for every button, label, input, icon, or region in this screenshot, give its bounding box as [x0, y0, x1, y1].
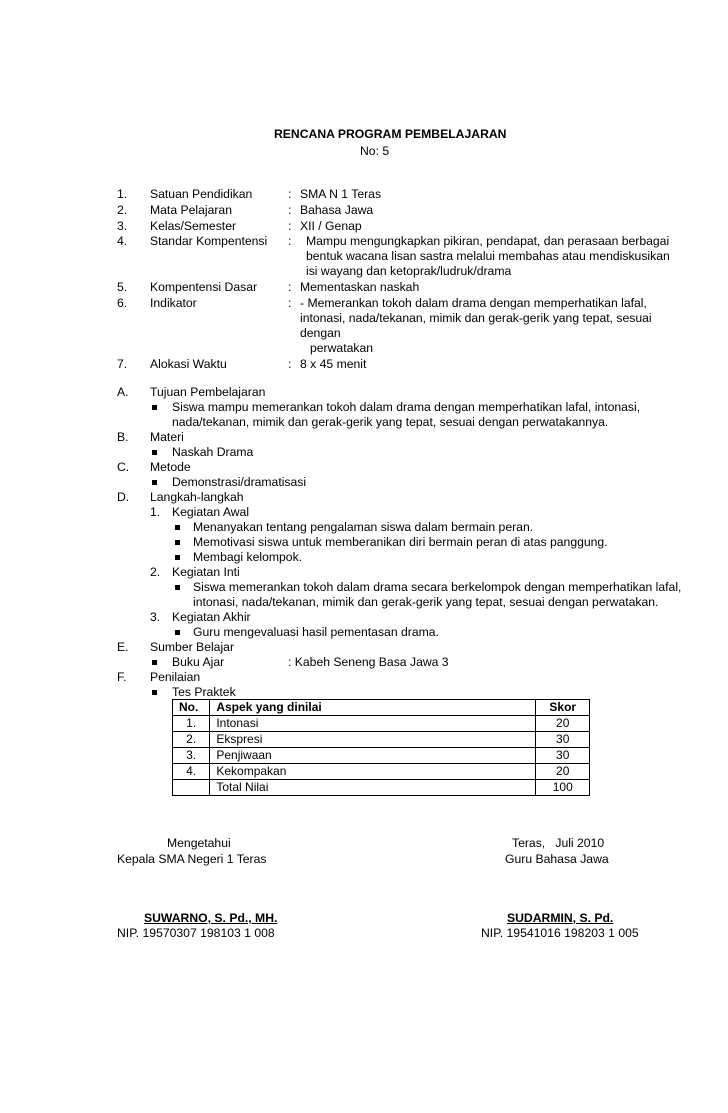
cell-aspek: Ekspresi	[210, 732, 536, 748]
identity-colon: :	[288, 234, 292, 248]
identity-colon: :	[288, 296, 292, 310]
sign-right-line1: Teras, Juli 2010	[512, 836, 605, 850]
section-letter: E.	[117, 640, 129, 654]
cell-no: 2.	[173, 732, 210, 748]
cell-aspek: Penjiwaan	[210, 748, 536, 764]
subsection-title: Kegiatan Awal	[172, 505, 250, 519]
subsection-num: 3.	[150, 610, 161, 624]
identity-num: 4.	[117, 234, 128, 248]
section-title: Penilaian	[150, 670, 201, 684]
identity-num: 5.	[117, 280, 128, 294]
table-row	[173, 764, 590, 780]
cell-no: 4.	[173, 764, 210, 780]
identity-label: Standar Kompentensi	[150, 234, 268, 248]
sign-left-line1: Mengetahui	[167, 836, 231, 850]
identity-value: - Memerankan tokoh dalam drama dengan memperhatikan lafal,	[300, 296, 647, 310]
section-title: Metode	[150, 460, 191, 474]
section-title: Sumber Belajar	[150, 640, 234, 654]
identity-value: dengan	[300, 326, 341, 340]
bullet-icon	[152, 405, 157, 410]
document-number: No: 5	[360, 144, 390, 158]
cell-skor: 20	[536, 716, 590, 732]
bullet-icon	[152, 450, 157, 455]
section-item: Tes Praktek	[172, 685, 236, 699]
subsection-num: 1.	[150, 505, 161, 519]
bullet-icon	[152, 660, 157, 665]
section-title: Langkah-langkah	[150, 490, 244, 504]
cell-aspek: Intonasi	[210, 716, 536, 732]
cell-no: 1.	[173, 716, 210, 732]
table-total-row	[173, 780, 590, 796]
table-row	[173, 732, 590, 748]
subsection-text: intonasi, nada/tekanan, mimik dan gerak-gerik yang tepat, sesuai dengan perwatakan.	[193, 595, 659, 609]
identity-value: perwatakan	[310, 341, 374, 355]
identity-value: XII / Genap	[300, 219, 362, 233]
bullet-icon	[175, 585, 180, 590]
sign-left-line2: Kepala SMA Negeri 1 Teras	[117, 852, 267, 866]
section-letter: C.	[117, 460, 130, 474]
identity-label: Mata Pelajaran	[150, 203, 232, 217]
cell-no: 3.	[173, 748, 210, 764]
subsection-item: Membagi kelompok.	[193, 550, 303, 564]
bullet-icon	[152, 480, 157, 485]
bullet-icon	[152, 690, 157, 695]
table-header-row	[173, 700, 590, 716]
sign-left-nip: NIP. 19570307 198103 1 008	[117, 926, 275, 940]
subsection-item: Memotivasi siswa untuk memberanikan diri bermain peran di atas panggung.	[193, 535, 608, 549]
cell-skor: 20	[536, 764, 590, 780]
sign-right-line2: Guru Bahasa Jawa	[505, 852, 609, 866]
identity-colon: :	[288, 187, 292, 201]
bullet-icon	[175, 555, 180, 560]
bullet-icon	[175, 630, 180, 635]
identity-colon: :	[288, 219, 292, 233]
identity-label: Indikator	[150, 296, 197, 310]
identity-label: Alokasi Waktu	[150, 357, 227, 371]
cell-skor: 30	[536, 748, 590, 764]
identity-value: 8 x 45 menit	[300, 357, 367, 371]
section-letter: B.	[117, 430, 129, 444]
identity-value: Mampu mengungkapkan pikiran, pendapat, dan perasaan berbagai	[306, 234, 670, 248]
document-title: RENCANA PROGRAM PEMBELAJARAN	[274, 127, 507, 141]
identity-value: bentuk wacana lisan sastra melalui membahas atau mendiskusikan	[306, 249, 670, 263]
sign-right-name: SUDARMIN, S. Pd.	[507, 911, 614, 925]
identity-colon: :	[288, 357, 292, 371]
assessment-table	[172, 699, 590, 796]
subsection-title: Kegiatan Akhir	[172, 610, 251, 624]
identity-colon: :	[288, 203, 292, 217]
table-row	[173, 748, 590, 764]
identity-label: Kelas/Semester	[150, 219, 237, 233]
sign-left-name: SUWARNO, S. Pd., MH.	[144, 911, 278, 925]
section-letter: F.	[117, 670, 127, 684]
section-text: nada/tekanan, mimik dan gerak-gerik yang tepat, sesuai dengan perwatakannya.	[172, 415, 609, 429]
section-title: Tujuan Pembelajaran	[150, 385, 266, 399]
identity-num: 1.	[117, 187, 128, 201]
total-value: 100	[536, 780, 590, 796]
identity-num: 2.	[117, 203, 128, 217]
section-item: Demonstrasi/dramatisasi	[172, 475, 307, 489]
section-text: Siswa mampu memerankan tokoh dalam drama dengan memperhatikan lafal, intonasi,	[172, 400, 641, 414]
identity-value: isi wayang dan ketoprak/ludruk/drama	[306, 264, 512, 278]
subsection-num: 2.	[150, 565, 161, 579]
sign-right-nip: NIP. 19541016 198203 1 005	[481, 926, 639, 940]
identity-value: Mementaskan naskah	[300, 280, 420, 294]
header-aspek: Aspek yang dinilai	[210, 700, 536, 716]
bullet-icon	[175, 525, 180, 530]
total-label: Total Nilai	[210, 780, 536, 796]
section-letter: A.	[117, 385, 129, 399]
identity-value: SMA N 1 Teras	[300, 187, 382, 201]
subsection-item: Menanyakan tentang pengalaman siswa dalam bermain peran.	[193, 520, 534, 534]
section-title: Materi	[150, 430, 184, 444]
identity-num: 7.	[117, 357, 128, 371]
subsection-title: Kegiatan Inti	[172, 565, 240, 579]
identity-num: 6.	[117, 296, 128, 310]
identity-value: Bahasa Jawa	[300, 203, 374, 217]
bullet-icon	[175, 540, 180, 545]
header-skor: Skor	[536, 700, 590, 716]
section-item-value: : Kabeh Seneng Basa Jawa 3	[288, 655, 449, 669]
table-row	[173, 716, 590, 732]
identity-label: Satuan Pendidikan	[150, 187, 253, 201]
cell-skor: 30	[536, 732, 590, 748]
subsection-item: Guru mengevaluasi hasil pementasan drama.	[193, 625, 439, 639]
subsection-text: Siswa memerankan tokoh dalam drama secara berkelompok dengan memperhatikan lafal,	[193, 580, 682, 594]
identity-num: 3.	[117, 219, 128, 233]
identity-label: Kompentensi Dasar	[150, 280, 258, 294]
cell-aspek: Kekompakan	[210, 764, 536, 780]
section-letter: D.	[117, 490, 130, 504]
header-no: No.	[173, 700, 210, 716]
section-item: Naskah Drama	[172, 445, 254, 459]
cell-empty	[173, 780, 210, 796]
section-item-label: Buku Ajar	[172, 655, 225, 669]
identity-value: intonasi, nada/tekanan, mimik dan gerak-gerik yang tepat, sesuai	[300, 311, 652, 325]
identity-colon: :	[288, 280, 292, 294]
